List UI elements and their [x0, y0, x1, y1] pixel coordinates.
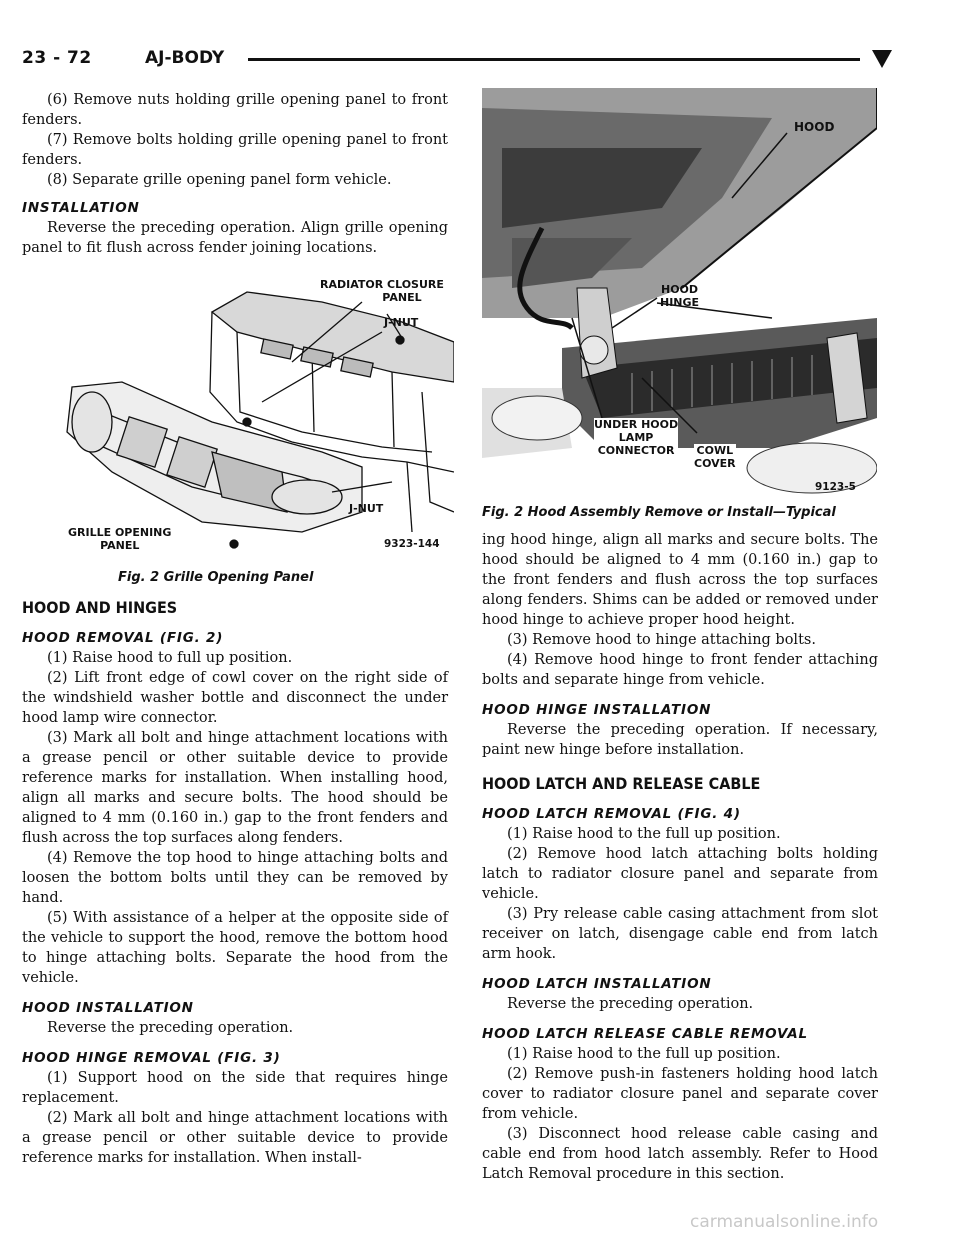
left-top-text	[22, 90, 448, 258]
label-jnut-bottom: J-NUT	[349, 502, 384, 515]
label-under-hood-lamp: UNDER HOOD LAMP CONNECTOR	[594, 418, 679, 457]
hood-installation-text: Reverse the preceding operation.	[47, 1020, 294, 1036]
triangle-icon	[872, 50, 892, 68]
latch-step-2: (2) Remove hood latch attaching bolts holding latch to radiator closure panel and separate from vehicle.	[482, 846, 878, 902]
hinge-removal-heading: HOOD HINGE REMOVAL (FIG. 3)	[22, 1050, 281, 1066]
grille-figure-caption: Fig. 2 Grille Opening Panel	[118, 570, 314, 585]
hinge-installation-text: Reverse the preceding operation. If necessary, paint new hinge before installation.	[482, 722, 878, 758]
label-hood: HOOD	[794, 120, 835, 134]
hinge-continuation: ing hood hinge, align all marks and secure bolts. The hood should be aligned to 4 mm (0.160 in.) gap to the front fenders and flush across the top surfaces along fenders. Shims can be added or removed under hood hinge to achieve proper hood height.	[482, 532, 878, 628]
step-6: (6) Remove nuts holding grille opening panel to front fenders.	[22, 92, 448, 128]
hinge-step-2: (2) Mark all bolt and hinge attachment locations with a grease pencil or other suitable device to provide reference marks for installation. When install-	[22, 1110, 448, 1166]
cable-step-2: (2) Remove push-in fasteners holding hood latch cover to radiator closure panel and separate cover from vehicle.	[482, 1066, 878, 1122]
hinge-step-1: (1) Support hood on the side that requires hinge replacement.	[22, 1070, 448, 1106]
removal-step-5: (5) With assistance of a helper at the opposite side of the vehicle to support the hood, remove the bottom hood to hinge attaching bolts. Separate the hood from the vehicle.	[22, 910, 448, 986]
cable-step-3: (3) Disconnect hood release cable casing and cable end from hood latch assembly. Refer to Hood Latch Removal procedure in this section.	[482, 1126, 878, 1182]
removal-step-2: (2) Lift front edge of cowl cover on the right side of the windshield washer bottle and disconnect the under hood lamp wire connector.	[22, 670, 448, 726]
removal-step-1: (1) Raise hood to full up position.	[47, 650, 293, 666]
hinge-step-3: (3) Remove hood to hinge attaching bolts.	[507, 632, 816, 648]
label-jnut-top: J-NUT	[384, 316, 419, 329]
page-header	[22, 48, 892, 74]
step-7: (7) Remove bolts holding grille opening panel to front fenders.	[22, 132, 448, 168]
cable-step-1: (1) Raise hood to the full up position.	[507, 1046, 781, 1062]
label-cowl-cover: COWL COVER	[694, 444, 736, 470]
label-hood-hinge: HOOD HINGE	[660, 283, 700, 309]
left-main-text	[22, 598, 448, 1168]
latch-installation-text: Reverse the preceding operation.	[507, 996, 754, 1012]
removal-step-3: (3) Mark all bolt and hinge attachment locations with a grease pencil or other suitable device to provide reference marks for installation. When installing hood, align all marks and secure bolts. The hood should be aligned to 4 mm (0.160 in.) gap to the front fenders and flush across the top surfaces along fenders.	[22, 730, 448, 846]
step-8: (8) Separate grille opening panel form vehicle.	[47, 172, 392, 188]
figure-id: 9323-144	[384, 538, 440, 550]
hood-assembly-figure	[482, 88, 877, 500]
grille-opening-figure	[62, 272, 454, 562]
latch-step-1: (1) Raise hood to the full up position.	[507, 826, 781, 842]
header-rule	[248, 58, 860, 61]
hood-figure-caption: Fig. 2 Hood Assembly Remove or Install—Typical	[482, 505, 836, 520]
installation-heading: INSTALLATION	[22, 200, 140, 216]
hinge-installation-heading: HOOD HINGE INSTALLATION	[482, 702, 712, 718]
latch-step-3: (3) Pry release cable casing attachment from slot receiver on latch, disengage cable end from latch arm hook.	[482, 906, 878, 962]
latch-removal-heading: HOOD LATCH REMOVAL (FIG. 4)	[482, 806, 741, 822]
cable-removal-heading: HOOD LATCH RELEASE CABLE REMOVAL	[482, 1026, 808, 1042]
hood-hinges-heading: HOOD AND HINGES	[22, 598, 178, 617]
hood-installation-heading: HOOD INSTALLATION	[22, 1000, 194, 1016]
hinge-step-4: (4) Remove hood hinge to front fender attaching bolts and separate hinge from vehicle.	[482, 652, 878, 688]
label-grille-opening: GRILLE OPENING PANEL	[68, 526, 172, 552]
hood-removal-heading: HOOD REMOVAL (FIG. 2)	[22, 630, 224, 646]
watermark: carmanualsonline.info	[690, 1212, 879, 1232]
label-radiator-closure: RADIATOR CLOSURE PANEL	[320, 278, 444, 304]
latch-installation-heading: HOOD LATCH INSTALLATION	[482, 976, 712, 992]
section-title: AJ-BODY	[145, 48, 225, 68]
installation-text: Reverse the preceding operation. Align grille opening panel to fit flush across fender joining locations.	[22, 220, 448, 256]
hood-figure-id: 9123-5	[815, 481, 856, 493]
latch-heading: HOOD LATCH AND RELEASE CABLE	[482, 774, 761, 793]
page-number: 23 - 72	[22, 48, 92, 68]
removal-step-4: (4) Remove the top hood to hinge attaching bolts and loosen the bottom bolts until they can be removed by hand.	[22, 850, 448, 906]
right-column-text	[482, 530, 878, 1184]
